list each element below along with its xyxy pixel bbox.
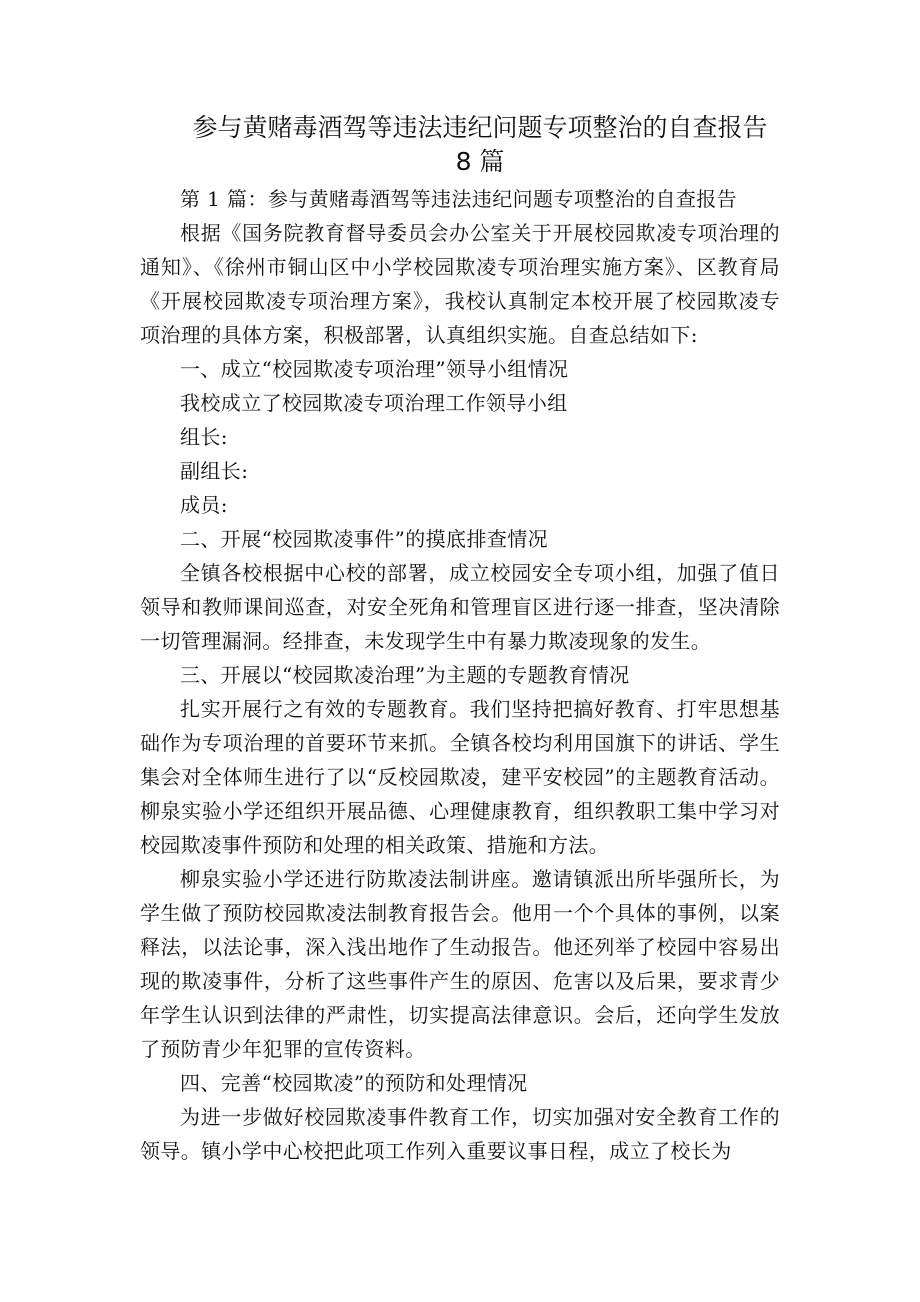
document-title-count: 8 篇 [455,147,505,176]
paragraph: 扎实开展行之有效的专题教育。我们坚持把搞好教育、打牢思想基础作为专项治理的首要环节来抓。全镇各校均利用国旗下的讲话、学生集会对全体师生进行了以“反校园欺凌，建平安校园”的主题教育活动。柳泉实验小学还组织开展品德、心理健康教育，组织教职工集中学习对校园欺凌事件预防和处理的相关政策、措施和方法。 [140,697,780,857]
paragraph: 柳泉实验小学还进行防欺凌法制讲座。邀请镇派出所毕强所长，为学生做了预防校园欺凌法制教育报告会。他用一个个具体的事例，以案释法，以法论事，深入浅出地作了生动报告。他还列举了校园中容易出现的欺凌事件，分析了这些事件产生的原因、危害以及后果，要求青少年学生认识到法律的严肃性，切实提高法律意识。会后，还向学生发放了预防青少年犯罪的宣传资料。 [140,867,780,1061]
paragraph: 为进一步做好校园欺凌事件教育工作，切实加强对安全教育工作的领导。镇小学中心校把此项工作列入重要议事日程，成立了校长为 [140,1105,780,1163]
section-heading: 四、完善“校园欺凌”的预防和处理情况 [180,1071,528,1095]
document-body [140,182,780,1168]
section-heading: 一、成立“校园欺凌专项治理”领导小组情况 [180,357,569,381]
field-deputy-leader: 副组长: [180,459,249,483]
paragraph: 我校成立了校园欺凌专项治理工作领导小组 [180,391,568,415]
section-heading: 二、开展“校园欺凌事件”的摸底排查情况 [180,527,549,551]
section-heading: 三、开展以“校园欺凌治理”为主题的专题教育情况 [180,663,630,687]
field-leader: 组长: [180,425,228,449]
document-title: 参与黄赌毒酒驾等违法违纪问题专项整治的自查报告 [192,113,768,142]
field-members: 成员: [180,493,228,517]
paragraph: 全镇各校根据中心校的部署，成立校园安全专项小组，加强了值日领导和教师课间巡查，对安全死角和管理盲区进行逐一排查，坚决清除一切管理漏洞。经排查，未发现学生中有暴力欺凌现象的发生。 [140,561,780,653]
paragraph: 根据《国务院教育督导委员会办公室关于开展校园欺凌专项治理的通知》、《徐州市铜山区中小学校园欺凌专项治理实施方案》、区教育局《开展校园欺凌专项治理方案》，我校认真制定本校开展了校园欺凌专项治理的具体方案，积极部署，认真组织实施。自查总结如下: [140,221,780,347]
article-heading: 第 1 篇：参与黄赌毒酒驾等违法违纪问题专项整治的自查报告 [180,187,738,211]
